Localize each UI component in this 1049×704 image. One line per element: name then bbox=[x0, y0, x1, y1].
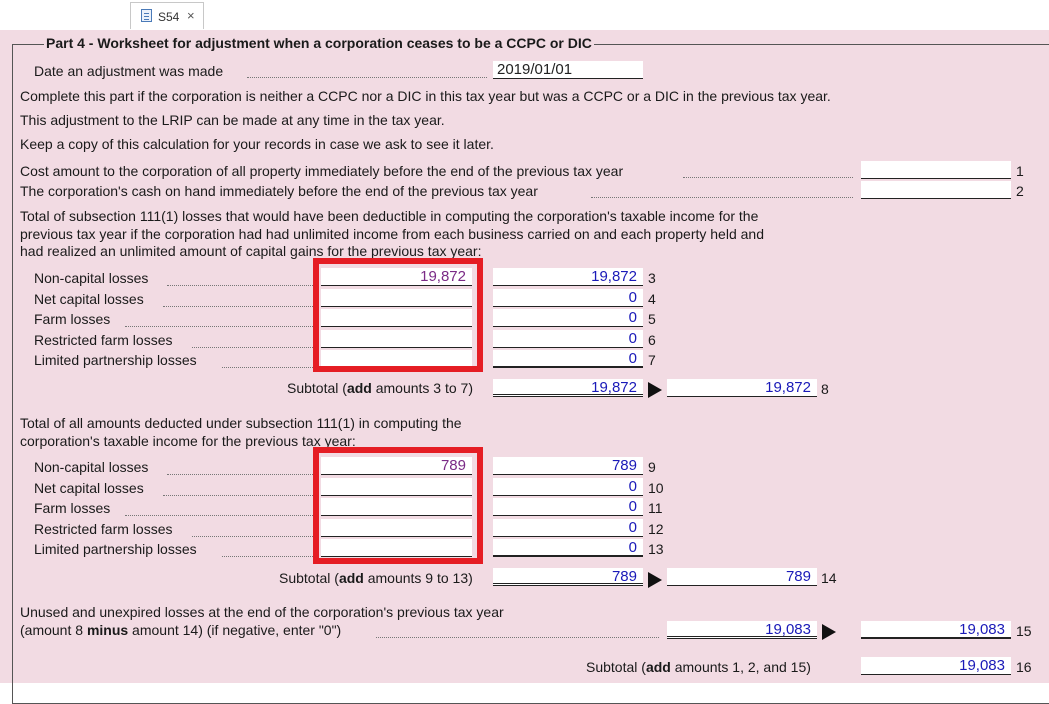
date-label: Date an adjustment was made bbox=[34, 63, 224, 79]
leader-dots bbox=[222, 555, 315, 557]
line-number: 3 bbox=[648, 270, 656, 286]
line-number: 11 bbox=[648, 500, 663, 516]
line-16-value: 19,083 bbox=[861, 657, 1011, 675]
line-15-label-2: (amount 8 minus amount 14) (if negative, enter "0") bbox=[20, 622, 342, 638]
arrow-right-icon bbox=[822, 624, 836, 640]
line-number: 15 bbox=[1016, 623, 1032, 639]
line-11-value: 0 bbox=[493, 498, 643, 516]
document-icon bbox=[141, 9, 152, 22]
tab-label: S54 bbox=[158, 10, 180, 24]
line-5-value: 0 bbox=[493, 309, 643, 327]
leader-dots bbox=[591, 196, 853, 198]
section-1-intro: had realized an unlimited amount of capital gains for the previous tax year: bbox=[20, 243, 482, 259]
line-10-value: 0 bbox=[493, 478, 643, 496]
subtotal-1-2-15-label: Subtotal (add amounts 1, 2, and 15) bbox=[586, 659, 811, 675]
leader-dots bbox=[163, 305, 315, 307]
leader-dots bbox=[192, 346, 315, 348]
row-label: Non-capital losses bbox=[34, 459, 149, 475]
line-15-label: Unused and unexpired losses at the end of the corporation's previous tax year bbox=[20, 604, 504, 620]
line-3-value: 19,872 bbox=[493, 268, 643, 286]
leader-dots bbox=[192, 535, 315, 537]
close-icon[interactable]: × bbox=[187, 8, 195, 23]
line-number: 5 bbox=[648, 311, 656, 327]
line-1-field[interactable] bbox=[861, 161, 1011, 179]
leader-dots bbox=[167, 284, 315, 286]
line-15-intermediate: 19,083 bbox=[667, 621, 817, 639]
subtotal-3-7-label: Subtotal (add amounts 3 to 7) bbox=[287, 380, 473, 396]
row-label: Limited partnership losses bbox=[34, 352, 197, 368]
section-1-intro: previous tax year if the corporation had had unlimited income from each business carried on and each property held and bbox=[20, 226, 764, 242]
line-number: 12 bbox=[648, 521, 664, 537]
line-number: 16 bbox=[1016, 659, 1032, 675]
arrow-right-icon bbox=[648, 382, 662, 398]
line-number: 4 bbox=[648, 291, 656, 307]
info-text: Complete this part if the corporation is neither a CCPC nor a DIC in this tax year but was a CCPC or a DIC in the previous tax year. bbox=[20, 88, 831, 104]
line-number: 14 bbox=[821, 570, 837, 586]
line-1-label: Cost amount to the corporation of all property immediately before the end of the previous tax year bbox=[20, 163, 624, 179]
line-13-value: 0 bbox=[493, 539, 643, 557]
row-label: Farm losses bbox=[34, 500, 111, 516]
leader-dots bbox=[376, 636, 659, 638]
section-2-intro: corporation's taxable income for the previous tax year: bbox=[20, 433, 356, 449]
line-number: 13 bbox=[648, 541, 664, 557]
row-label: Restricted farm losses bbox=[34, 521, 173, 537]
subtotal-9-13-value: 789 bbox=[493, 568, 643, 586]
row-label: Farm losses bbox=[34, 311, 111, 327]
row-label: Net capital losses bbox=[34, 480, 144, 496]
leader-dots bbox=[125, 514, 315, 516]
highlight-box bbox=[313, 447, 483, 564]
document-tab-strip bbox=[0, 0, 1049, 30]
subtotal-9-13-label: Subtotal (add amounts 9 to 13) bbox=[279, 570, 473, 586]
section-1-intro: Total of subsection 111(1) losses that would have been deductible in computing the corporation's taxable income for the bbox=[20, 208, 759, 224]
info-text: This adjustment to the LRIP can be made at any time in the tax year. bbox=[20, 112, 445, 128]
line-8-value: 19,872 bbox=[667, 379, 817, 397]
line-7-value: 0 bbox=[493, 350, 643, 368]
info-text: Keep a copy of this calculation for your records in case we ask to see it later. bbox=[20, 136, 494, 152]
row-label: Limited partnership losses bbox=[34, 541, 197, 557]
line-number: 9 bbox=[648, 459, 656, 475]
leader-dots bbox=[683, 176, 853, 178]
line-2-field[interactable] bbox=[861, 181, 1011, 199]
row-label: Net capital losses bbox=[34, 291, 144, 307]
leader-dots bbox=[247, 76, 487, 78]
line-number: 1 bbox=[1016, 163, 1024, 179]
highlight-box bbox=[313, 258, 483, 372]
arrow-right-icon bbox=[648, 572, 662, 588]
line-number: 6 bbox=[648, 332, 656, 348]
line-number: 10 bbox=[648, 480, 664, 496]
leader-dots bbox=[163, 494, 315, 496]
adjustment-date-field[interactable]: 2019/01/01 bbox=[493, 61, 643, 79]
line-2-label: The corporation's cash on hand immediately before the end of the previous tax year bbox=[20, 183, 538, 199]
line-number: 8 bbox=[821, 381, 829, 397]
line-number: 2 bbox=[1016, 183, 1024, 199]
row-label: Non-capital losses bbox=[34, 270, 149, 286]
line-14-value: 789 bbox=[667, 568, 817, 586]
leader-dots bbox=[167, 473, 315, 475]
subtotal-3-7-value: 19,872 bbox=[493, 379, 643, 397]
line-number: 7 bbox=[648, 352, 656, 368]
line-6-value: 0 bbox=[493, 330, 643, 348]
line-4-value: 0 bbox=[493, 289, 643, 307]
section-2-intro: Total of all amounts deducted under subsection 111(1) in computing the bbox=[20, 415, 462, 431]
tab-s54[interactable] bbox=[130, 2, 204, 29]
non-capital-losses-input[interactable]: 19,872 bbox=[321, 268, 472, 286]
leader-dots bbox=[222, 366, 315, 368]
leader-dots bbox=[125, 325, 315, 327]
non-capital-losses-deducted-input[interactable]: 789 bbox=[321, 457, 472, 475]
row-label: Restricted farm losses bbox=[34, 332, 173, 348]
line-9-value: 789 bbox=[493, 457, 643, 475]
line-12-value: 0 bbox=[493, 519, 643, 537]
part-title: Part 4 - Worksheet for adjustment when a corporation ceases to be a CCPC or DIC bbox=[46, 35, 592, 51]
line-15-value: 19,083 bbox=[861, 621, 1011, 639]
